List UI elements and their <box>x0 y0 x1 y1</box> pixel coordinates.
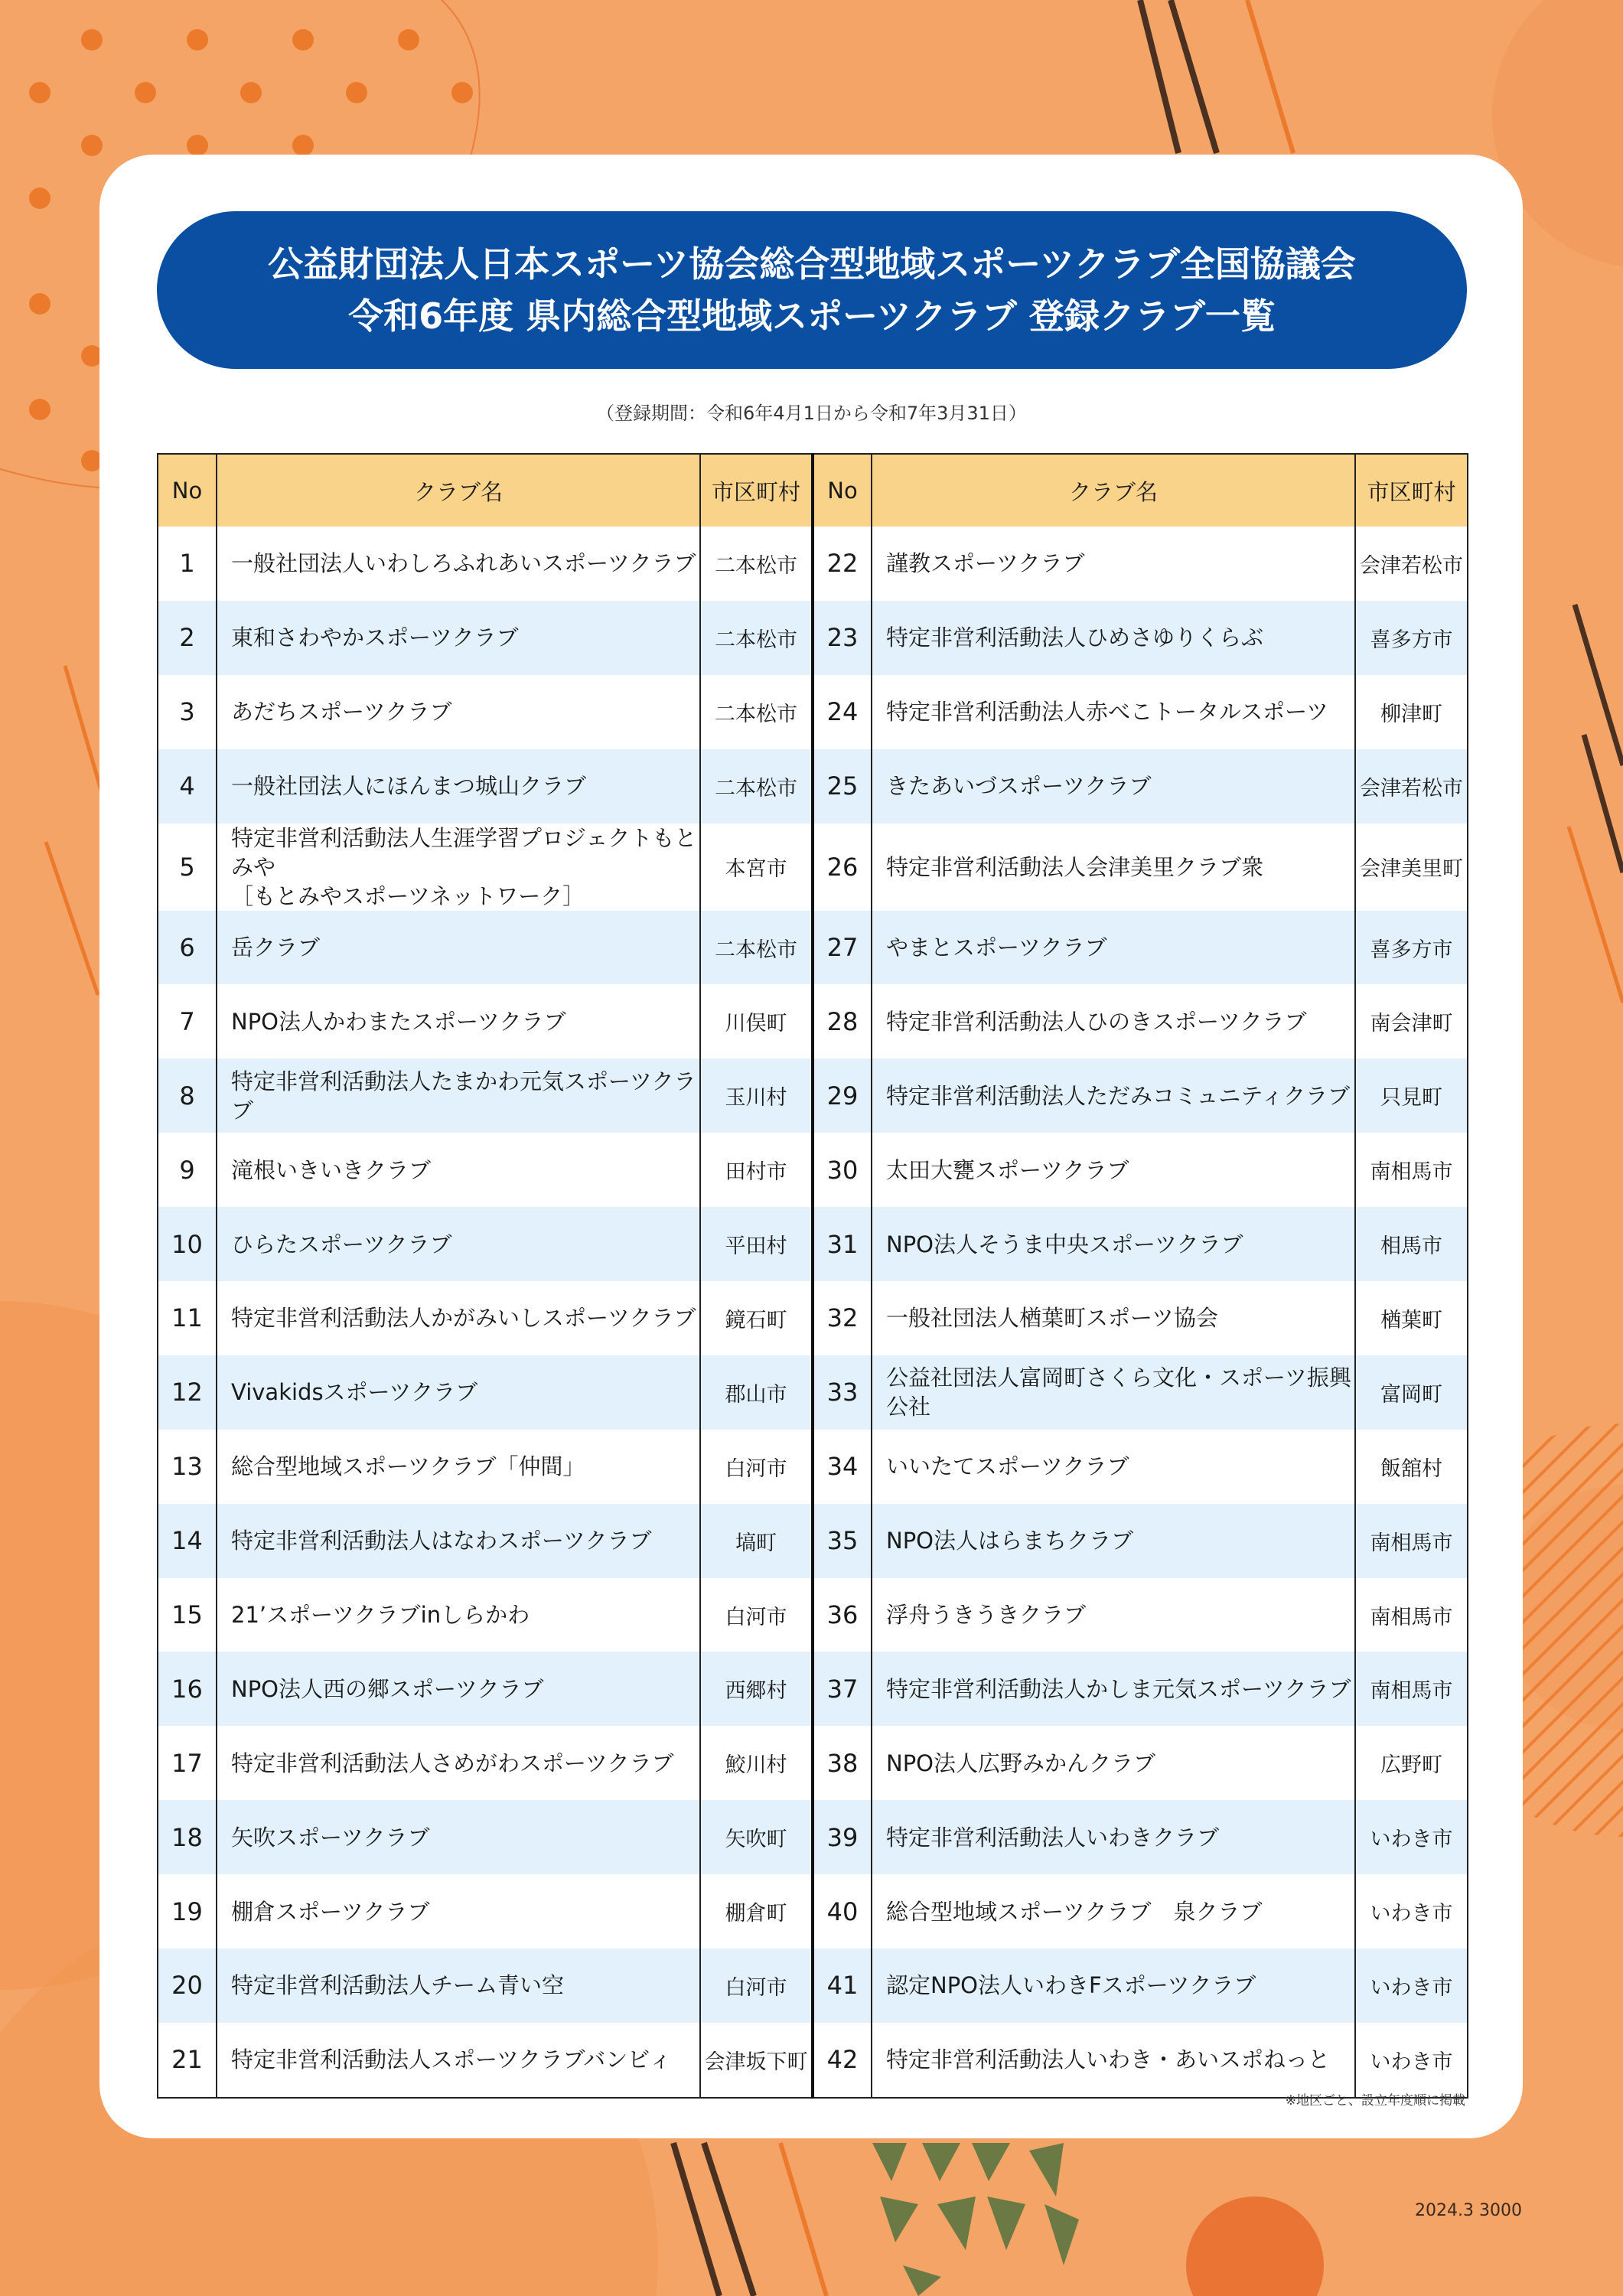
club-number: 14 <box>158 1504 217 1578</box>
club-name <box>217 1652 700 1726</box>
title-line-1: 公益財団法人日本スポーツ協会総合型地域スポーツクラブ全国協議会 <box>268 243 1356 285</box>
municipality: いわき市 <box>1355 1874 1468 1949</box>
table-row <box>158 911 1468 985</box>
municipality: 楢葉町 <box>1355 1281 1468 1355</box>
club-number: 8 <box>158 1058 217 1133</box>
club-name-text: やまとスポーツクラブ <box>886 934 1107 960</box>
table-row <box>158 823 1468 911</box>
club-name-text: 総合型地域スポーツクラブ「仲間」 <box>231 1453 585 1480</box>
table-row <box>158 2023 1468 2098</box>
club-name <box>872 1207 1355 1281</box>
club-name-text: 公益社団法人富岡町さくら文化・スポーツ振興公社 <box>886 1365 1351 1420</box>
club-name-text: 矢吹スポーツクラブ <box>231 1824 430 1851</box>
club-name <box>217 601 700 675</box>
municipality: 西郷村 <box>700 1652 813 1726</box>
club-name-text: 特定非営利活動法人たまかわ元気スポーツクラブ <box>231 1068 696 1124</box>
club-table <box>157 453 1468 2099</box>
club-number: 42 <box>813 2023 872 2098</box>
club-number: 7 <box>158 984 217 1058</box>
club-name <box>217 1207 700 1281</box>
municipality: 柳津町 <box>1355 675 1468 749</box>
municipality: 平田村 <box>700 1207 813 1281</box>
club-number: 21 <box>158 2023 217 2098</box>
column-header-municipality: 市区町村 <box>1355 454 1468 527</box>
municipality: 鏡石町 <box>700 1281 813 1355</box>
club-number: 41 <box>813 1949 872 2023</box>
club-name-text: 特定非営利活動法人いわきクラブ <box>886 1824 1220 1851</box>
club-number: 2 <box>158 601 217 675</box>
municipality: 喜多方市 <box>1355 911 1468 985</box>
club-name-text: 認定NPO法人いわきFスポーツクラブ <box>886 1972 1256 1999</box>
club-name-text: 特定非営利活動法人スポーツクラブバンビィ <box>231 2047 672 2073</box>
club-name <box>872 1578 1355 1652</box>
club-name-text: Vivakidsスポーツクラブ <box>231 1379 478 1406</box>
club-name <box>217 1504 700 1578</box>
municipality: 会津美里町 <box>1355 823 1468 911</box>
club-name-text: 総合型地域スポーツクラブ 泉クラブ <box>886 1898 1263 1925</box>
club-name <box>217 1949 700 2023</box>
municipality: 二本松市 <box>700 601 813 675</box>
municipality: 玉川村 <box>700 1058 813 1133</box>
club-number: 18 <box>158 1800 217 1874</box>
club-number: 19 <box>158 1874 217 1949</box>
club-name <box>217 1133 700 1207</box>
table-row <box>158 527 1468 601</box>
club-name-text: 滝根いきいきクラブ <box>231 1156 432 1183</box>
club-name <box>217 675 700 749</box>
club-number: 39 <box>813 1800 872 1874</box>
club-name-text: NPO法人そうま中央スポーツクラブ <box>886 1231 1243 1257</box>
club-name <box>872 1133 1355 1207</box>
club-name <box>872 1355 1355 1430</box>
municipality: 富岡町 <box>1355 1355 1468 1430</box>
club-number: 20 <box>158 1949 217 2023</box>
municipality: 広野町 <box>1355 1726 1468 1800</box>
municipality: 鮫川村 <box>700 1726 813 1800</box>
club-number: 6 <box>158 911 217 985</box>
club-name <box>217 1430 700 1504</box>
club-name <box>872 749 1355 823</box>
footnote: ※地区ごと、設立年度順に掲載 <box>1285 2093 1465 2108</box>
club-name-text: 太田大甕スポーツクラブ <box>886 1156 1129 1183</box>
club-name <box>217 1726 700 1800</box>
club-name-text: 謹教スポーツクラブ <box>886 550 1085 577</box>
municipality: 川俣町 <box>700 984 813 1058</box>
club-name-text: あだちスポーツクラブ <box>231 699 452 726</box>
club-number: 30 <box>813 1133 872 1207</box>
club-number: 34 <box>813 1430 872 1504</box>
club-name <box>872 1430 1355 1504</box>
table-row <box>158 1207 1468 1281</box>
municipality: 棚倉町 <box>700 1874 813 1949</box>
column-header-club-name: クラブ名 <box>217 454 700 527</box>
table-row <box>158 675 1468 749</box>
club-name-text: NPO法人はらまちクラブ <box>886 1528 1134 1554</box>
club-name <box>217 911 700 985</box>
table-row <box>158 1652 1468 1726</box>
municipality: 南相馬市 <box>1355 1504 1468 1578</box>
table-row <box>158 1726 1468 1800</box>
municipality: 南相馬市 <box>1355 1652 1468 1726</box>
club-number: 38 <box>813 1726 872 1800</box>
club-name-text: 一般社団法人いわしろふれあいスポーツクラブ <box>231 550 696 577</box>
municipality: 二本松市 <box>700 527 813 601</box>
column-header-no: No <box>813 454 872 527</box>
club-name <box>217 1058 700 1133</box>
municipality: 会津坂下町 <box>700 2023 813 2098</box>
club-name-text: 21’スポーツクラブinしらかわ <box>231 1602 530 1629</box>
print-code: 2024.3 3000 <box>1415 2201 1522 2220</box>
title-line-2: 令和6年度 県内総合型地域スポーツクラブ 登録クラブ一覧 <box>348 295 1276 337</box>
municipality: 二本松市 <box>700 675 813 749</box>
club-name-text: NPO法人広野みかんクラブ <box>886 1750 1156 1776</box>
table-row <box>158 1874 1468 1949</box>
club-name-text: いいたてスポーツクラブ <box>886 1453 1129 1480</box>
club-name <box>217 1800 700 1874</box>
club-name <box>872 1652 1355 1726</box>
club-name <box>872 1058 1355 1133</box>
club-name-text: NPO法人かわまたスポーツクラブ <box>231 1008 566 1035</box>
club-number: 28 <box>813 984 872 1058</box>
club-number: 25 <box>813 749 872 823</box>
municipality: 塙町 <box>700 1504 813 1578</box>
club-name <box>217 823 700 911</box>
club-number: 31 <box>813 1207 872 1281</box>
municipality: 飯舘村 <box>1355 1430 1468 1504</box>
club-number: 11 <box>158 1281 217 1355</box>
club-name-text: 特定非営利活動法人さめがわスポーツクラブ <box>231 1750 674 1776</box>
table-row <box>158 1430 1468 1504</box>
table-row <box>158 1800 1468 1874</box>
table-header-row <box>158 454 1468 527</box>
club-number: 13 <box>158 1430 217 1504</box>
club-name <box>872 1281 1355 1355</box>
table-row <box>158 749 1468 823</box>
municipality: いわき市 <box>1355 2023 1468 2098</box>
club-number: 36 <box>813 1578 872 1652</box>
club-name <box>872 1949 1355 2023</box>
club-name-text: 浮舟うきうきクラブ <box>886 1602 1087 1629</box>
club-name-text: 特定非営利活動法人ひめさゆりくらぶ <box>886 625 1264 651</box>
club-name-text: 特定非営利活動法人会津美里クラブ衆 <box>886 853 1264 880</box>
club-number: 15 <box>158 1578 217 1652</box>
municipality: 会津若松市 <box>1355 527 1468 601</box>
club-number: 23 <box>813 601 872 675</box>
club-number: 26 <box>813 823 872 911</box>
table-row <box>158 984 1468 1058</box>
club-name <box>217 1355 700 1430</box>
municipality: 白河市 <box>700 1430 813 1504</box>
club-number: 27 <box>813 911 872 985</box>
table-row <box>158 1355 1468 1430</box>
club-name <box>872 1504 1355 1578</box>
municipality: 白河市 <box>700 1578 813 1652</box>
club-name <box>217 2023 700 2098</box>
title-banner <box>157 211 1467 369</box>
table-row <box>158 601 1468 675</box>
club-name <box>872 984 1355 1058</box>
club-number: 12 <box>158 1355 217 1430</box>
club-name-text: 特定非営利活動法人赤べこトータルスポーツ <box>886 699 1328 726</box>
club-number: 22 <box>813 527 872 601</box>
club-number: 33 <box>813 1355 872 1430</box>
club-number: 29 <box>813 1058 872 1133</box>
municipality: 南会津町 <box>1355 984 1468 1058</box>
club-name <box>217 1281 700 1355</box>
club-name <box>872 1874 1355 1949</box>
club-name <box>872 527 1355 601</box>
municipality: 南相馬市 <box>1355 1133 1468 1207</box>
club-name-text: 特定非営利活動法人生涯学習プロジェクトもとみや <box>231 824 697 880</box>
table-row <box>158 1058 1468 1133</box>
municipality: 二本松市 <box>700 749 813 823</box>
club-name-subtext: ［もとみやスポーツネットワーク］ <box>231 882 585 909</box>
club-name-text: 一般社団法人にほんまつ城山クラブ <box>231 773 587 800</box>
club-number: 3 <box>158 675 217 749</box>
club-name-text: 特定非営利活動法人ただみコミュニティクラブ <box>886 1082 1351 1109</box>
club-name <box>217 527 700 601</box>
municipality: 相馬市 <box>1355 1207 1468 1281</box>
club-number: 16 <box>158 1652 217 1726</box>
table-row <box>158 1281 1468 1355</box>
club-name <box>217 749 700 823</box>
club-name-text: 特定非営利活動法人ひのきスポーツクラブ <box>886 1008 1307 1035</box>
club-number: 5 <box>158 823 217 911</box>
table-row <box>158 1578 1468 1652</box>
club-name <box>217 1874 700 1949</box>
club-number: 17 <box>158 1726 217 1800</box>
club-number: 10 <box>158 1207 217 1281</box>
club-name <box>872 823 1355 911</box>
club-number: 37 <box>813 1652 872 1726</box>
club-name-text: きたあいづスポーツクラブ <box>886 773 1152 800</box>
column-header-club-name: クラブ名 <box>872 454 1355 527</box>
club-name <box>217 1578 700 1652</box>
club-name-text: 一般社団法人楢葉町スポーツ協会 <box>886 1305 1218 1332</box>
club-name-text: NPO法人西の郷スポーツクラブ <box>231 1675 544 1702</box>
club-name-text: ひらたスポーツクラブ <box>231 1231 452 1257</box>
municipality: 二本松市 <box>700 911 813 985</box>
club-number: 4 <box>158 749 217 823</box>
municipality: 矢吹町 <box>700 1800 813 1874</box>
municipality: 本宮市 <box>700 823 813 911</box>
club-name-text: 岳クラブ <box>231 934 321 960</box>
club-name-text: 特定非営利活動法人チーム青い空 <box>231 1972 565 1999</box>
club-name-text: 特定非営利活動法人はなわスポーツクラブ <box>231 1528 652 1554</box>
club-name <box>872 911 1355 985</box>
club-number: 24 <box>813 675 872 749</box>
club-name-text: 特定非営利活動法人かしま元気スポーツクラブ <box>886 1675 1351 1702</box>
club-name <box>872 675 1355 749</box>
club-name <box>872 601 1355 675</box>
club-number: 40 <box>813 1874 872 1949</box>
club-number: 9 <box>158 1133 217 1207</box>
registration-period: （登録期間：令和6年4月1日から令和7年3月31日） <box>596 403 1027 424</box>
municipality: 只見町 <box>1355 1058 1468 1133</box>
municipality: 田村市 <box>700 1133 813 1207</box>
club-name-text: 棚倉スポーツクラブ <box>231 1898 430 1925</box>
municipality: 会津若松市 <box>1355 749 1468 823</box>
municipality: 郡山市 <box>700 1355 813 1430</box>
club-number: 1 <box>158 527 217 601</box>
table-row <box>158 1949 1468 2023</box>
municipality: 南相馬市 <box>1355 1578 1468 1652</box>
club-name-text: 特定非営利活動法人いわき・あいスポねっと <box>886 2047 1331 2073</box>
club-number: 32 <box>813 1281 872 1355</box>
club-name <box>217 984 700 1058</box>
column-header-no: No <box>158 454 217 527</box>
municipality: 喜多方市 <box>1355 601 1468 675</box>
table-row <box>158 1133 1468 1207</box>
club-name <box>872 2023 1355 2098</box>
club-name-text: 東和さわやかスポーツクラブ <box>231 625 519 651</box>
column-header-municipality: 市区町村 <box>700 454 813 527</box>
club-number: 35 <box>813 1504 872 1578</box>
municipality: いわき市 <box>1355 1800 1468 1874</box>
municipality: 白河市 <box>700 1949 813 2023</box>
club-name-text: 特定非営利活動法人かがみいしスポーツクラブ <box>231 1305 696 1332</box>
club-name <box>872 1726 1355 1800</box>
table-row <box>158 1504 1468 1578</box>
municipality: いわき市 <box>1355 1949 1468 2023</box>
club-name <box>872 1800 1355 1874</box>
